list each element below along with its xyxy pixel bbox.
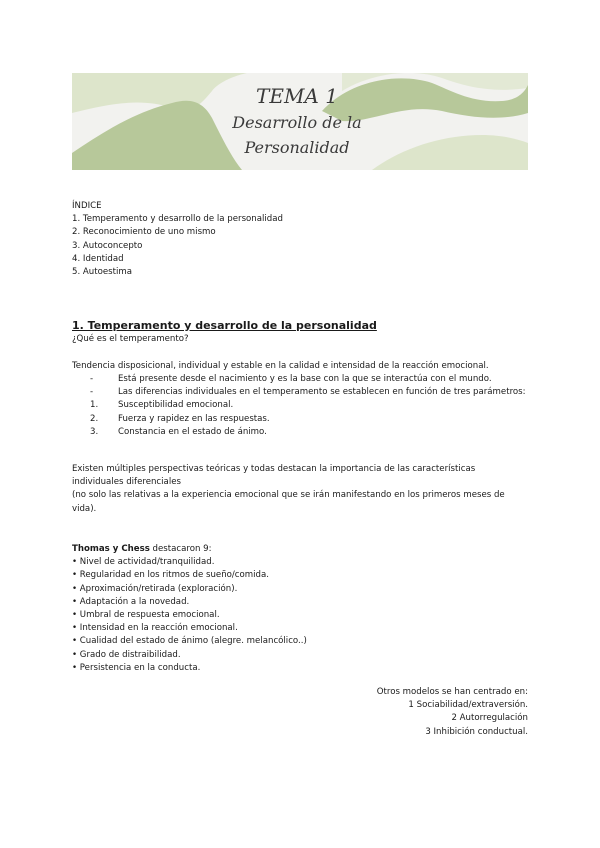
trait-item: • Regularidad en los ritmos de sueño/comida. (72, 570, 269, 581)
index-item: 2. Reconocimiento de uno mismo (72, 227, 216, 238)
dash-list (90, 373, 526, 439)
banner-title-1: TEMA 1 (256, 84, 338, 108)
perspectives-paragraph: Existen múltiples perspectivas teóricas y todas destacan la importancia de las características individuales diferenciales (no solo las relativas a la experiencia emocional que se irán manifestando en los primeros meses de vida). (72, 464, 505, 514)
trait-item: • Intensidad en la reacción emocional. (72, 623, 238, 634)
section-title: 1. Temperamento y desarrollo de la personalidad (72, 319, 377, 332)
numbered-item: 2. Fuerza y rapidez en las respuestas. (90, 413, 270, 424)
thomas-chess-block (72, 543, 307, 675)
other-model-item: 3 Inhibición conductual. (425, 726, 528, 737)
other-model-item: 1 Sociabilidad/extraversión. (408, 700, 528, 711)
trait-item: • Nivel de actividad/tranquilidad. (72, 557, 215, 568)
trait-item: • Persistencia en la conducta. (72, 662, 201, 673)
index-item: 3. Autoconcepto (72, 240, 143, 251)
definition-text: Tendencia disposicional, individual y estable en la calidad e intensidad de la reacción emocional. (72, 361, 489, 371)
other-models-heading: Otros modelos se han centrado en: (376, 687, 528, 697)
trait-item: • Adaptación a la novedad. (72, 596, 190, 607)
question-text: ¿Qué es el temperamento? (72, 334, 189, 344)
banner-graphic (72, 73, 528, 170)
index-heading: ÍNDICE (72, 201, 102, 211)
other-model-item: 2 Autorregulación (451, 713, 528, 724)
numbered-item: 1. Susceptibilidad emocional. (90, 400, 234, 411)
banner-title-3: Personalidad (244, 138, 350, 157)
trait-item: • Grado de distraibilidad. (72, 649, 181, 660)
index-item: 4. Identidad (72, 253, 124, 264)
dash-item: - Está presente desde el nacimiento y es la base con la que se interactúa con el mundo. (90, 374, 492, 384)
table-of-contents (72, 200, 283, 279)
trait-item: • Aproximación/retirada (exploración). (72, 583, 238, 594)
numbered-item: 3. Constancia en el estado de ánimo. (90, 426, 267, 437)
trait-item: • Umbral de respuesta emocional. (72, 610, 220, 621)
trait-item: • Cualidad del estado de ánimo (alegre. melancólico..) (72, 636, 307, 647)
other-models-block (377, 686, 528, 739)
header-banner (72, 73, 528, 170)
index-item: 1. Temperamento y desarrollo de la personalidad (72, 214, 283, 225)
index-item: 5. Autoestima (72, 267, 133, 278)
banner-title-2: Desarrollo de la (232, 113, 362, 132)
dash-item: - Las diferencias individuales en el temperamento se establecen en función de tres parámetros: (90, 387, 526, 398)
thomas-chess-heading: Thomas y Chess destacaron 9: (72, 544, 212, 554)
